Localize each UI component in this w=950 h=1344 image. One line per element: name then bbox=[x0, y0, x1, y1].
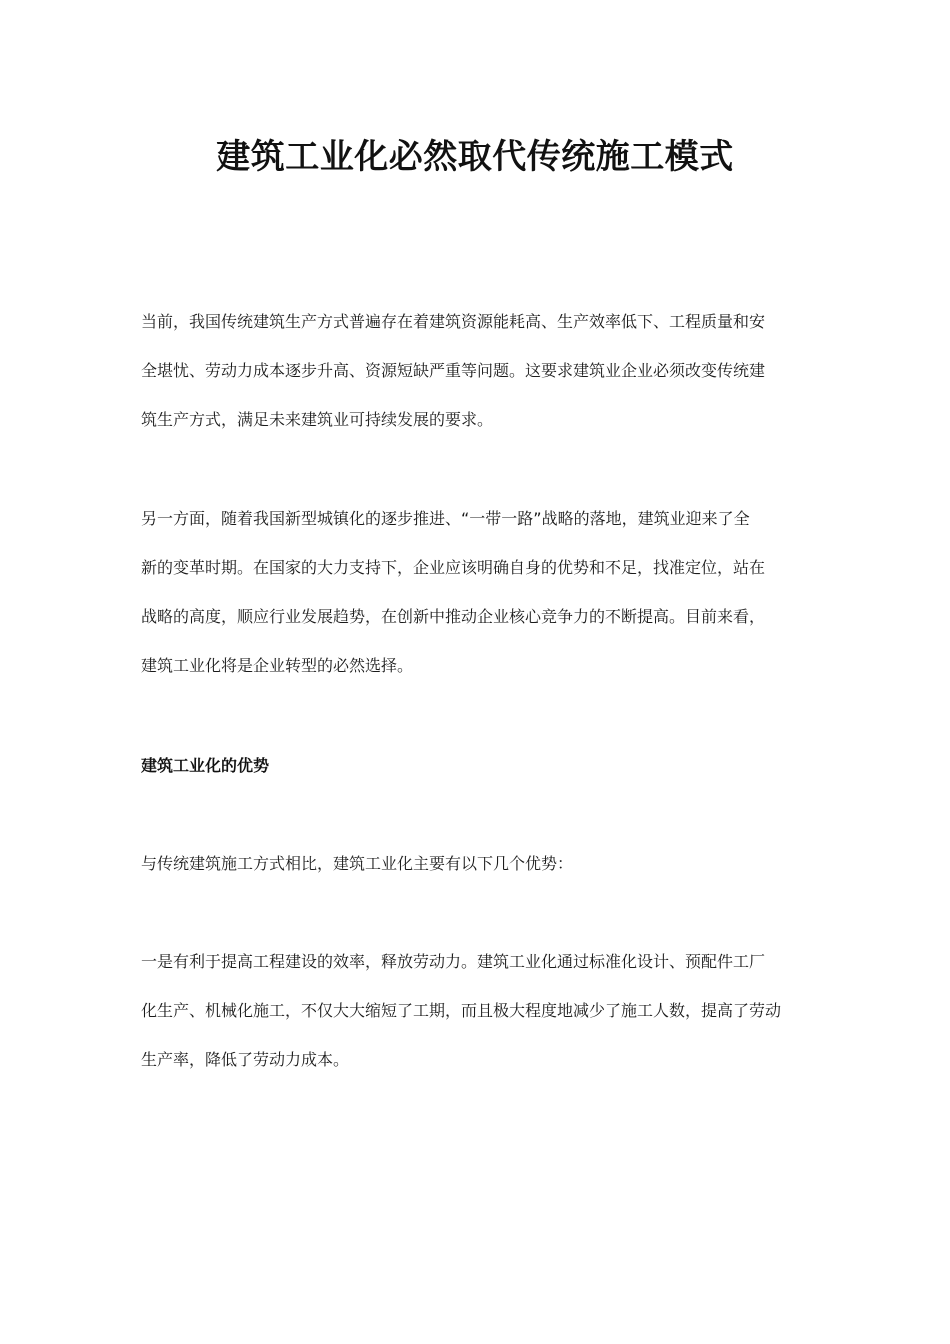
paragraph-line: 新的变革时期。在国家的大力支持下，企业应该明确自身的优势和不足，找准定位，站在 bbox=[141, 558, 766, 577]
paragraph-line: 化生产、机械化施工，不仅大大缩短了工期，而且极大程度地减少了施工人数，提高了劳动 bbox=[141, 1001, 782, 1020]
paragraph-line: 一是有利于提高工程建设的效率，释放劳动力。建筑工业化通过标准化设计、预配件工厂 bbox=[141, 952, 766, 971]
intro-paragraph: 与传统建筑施工方式相比，建筑工业化主要有以下几个优势： bbox=[141, 854, 574, 873]
paragraph-line: 另一方面，随着我国新型城镇化的逐步推进、“一带一路”战略的落地，建筑业迎来了全 bbox=[141, 509, 750, 528]
paragraph-line: 建筑工业化将是企业转型的必然选择。 bbox=[141, 656, 414, 675]
paragraph-1 bbox=[141, 297, 809, 444]
paragraph-line: 生产率，降低了劳动力成本。 bbox=[141, 1050, 350, 1069]
page-title: 建筑工业化必然取代传统施工模式 bbox=[216, 136, 734, 177]
paragraph-2 bbox=[141, 494, 809, 690]
paragraph-line: 当前，我国传统建筑生产方式普遍存在着建筑资源能耗高、生产效率低下、工程质量和安 bbox=[141, 312, 766, 331]
paragraph-line: 战略的高度，顺应行业发展趋势，在创新中推动企业核心竞争力的不断提高。目前来看， bbox=[141, 607, 766, 626]
paragraph-line: 全堪忧、劳动力成本逐步升高、资源短缺严重等问题。这要求建筑业企业必须改变传统建 bbox=[141, 361, 766, 380]
advantage-1-paragraph bbox=[141, 937, 809, 1084]
paragraph-line: 筑生产方式，满足未来建筑业可持续发展的要求。 bbox=[141, 410, 494, 429]
section-heading: 建筑工业化的优势 bbox=[141, 756, 270, 775]
